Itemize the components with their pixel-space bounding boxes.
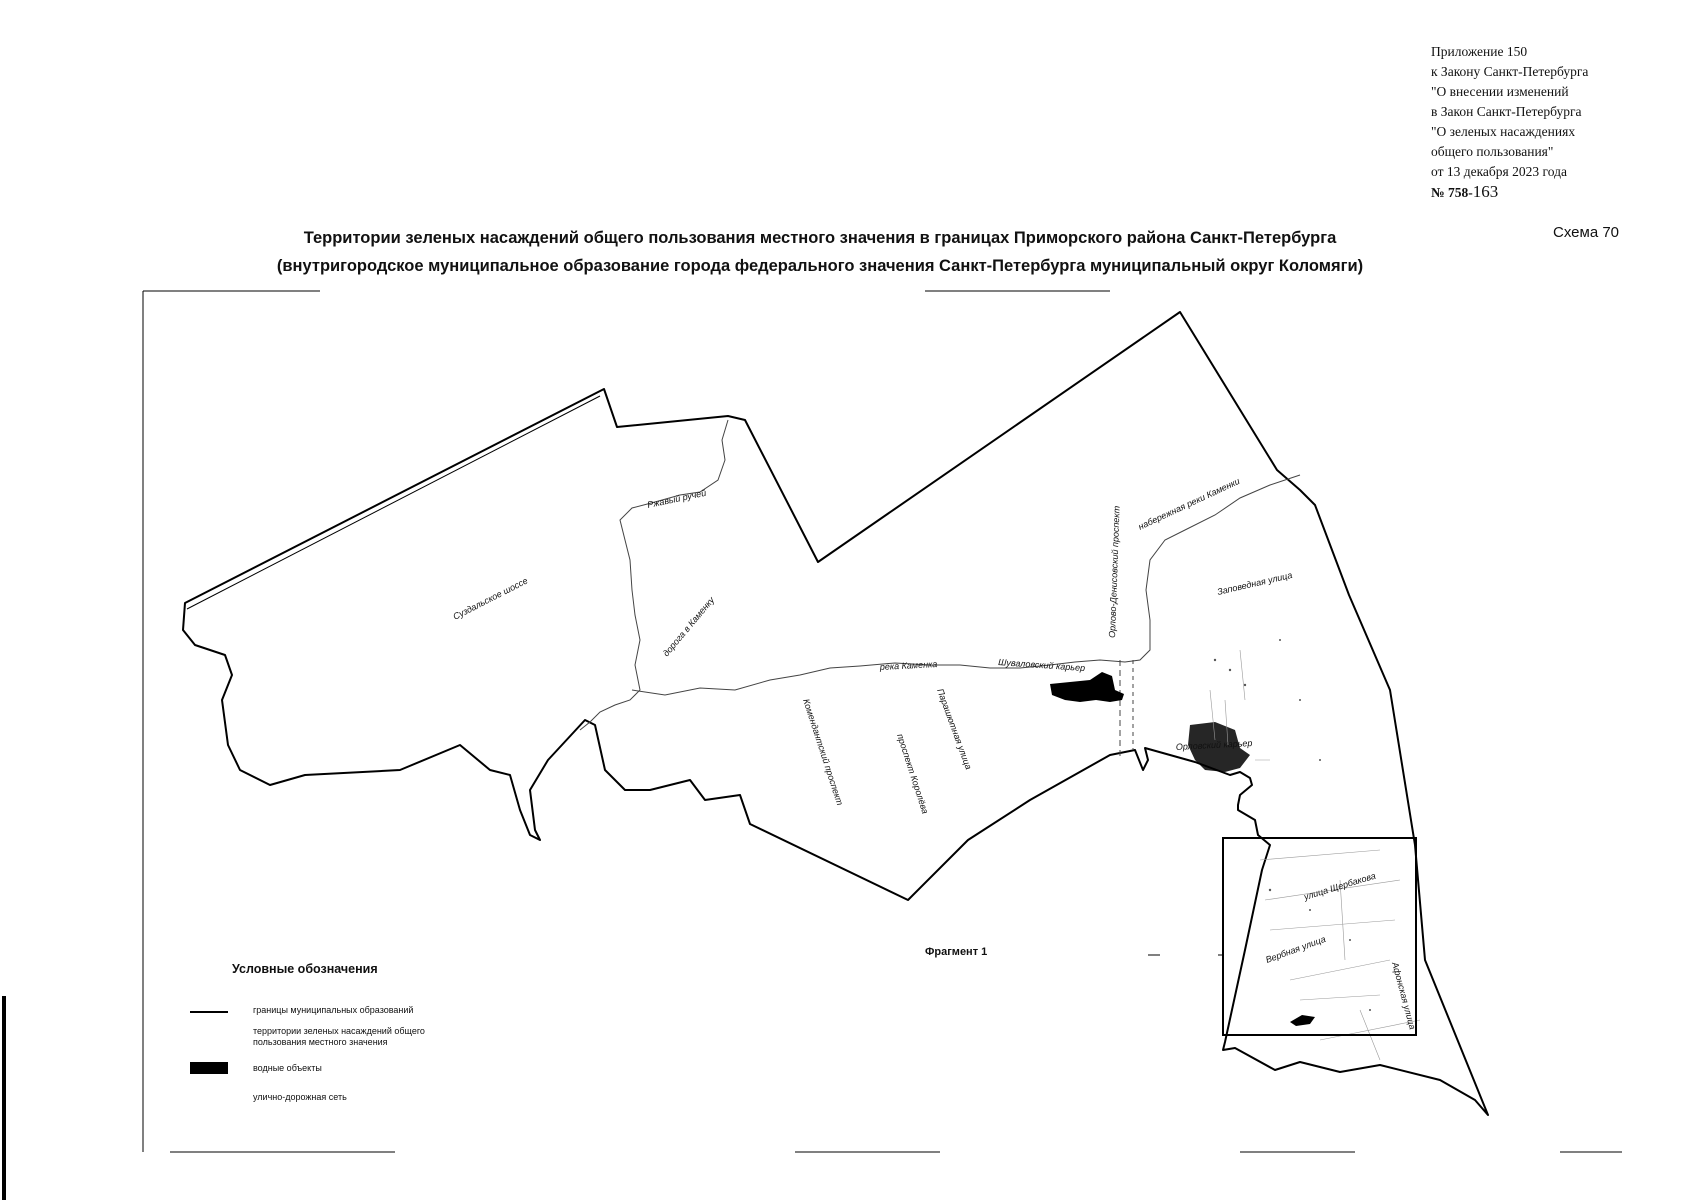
appendix-line: Приложение 150 bbox=[1431, 44, 1528, 59]
margin-bar bbox=[2, 996, 6, 1200]
dot bbox=[1299, 699, 1301, 701]
schema-label: Схема 70 bbox=[1553, 224, 1620, 241]
dot bbox=[1244, 684, 1246, 686]
appendix-line: общего пользования" bbox=[1431, 144, 1554, 159]
label-rzhavy: Ржавый ручей bbox=[646, 487, 708, 510]
label-shuvalovsky: Шуваловский карьер bbox=[997, 657, 1086, 674]
suzdal-highway bbox=[187, 396, 600, 609]
map-frame bbox=[143, 291, 1622, 1152]
street-network bbox=[1210, 650, 1420, 1060]
appendix-line: к Закону Санкт-Петербурга bbox=[1431, 64, 1589, 79]
dot bbox=[1369, 1009, 1371, 1011]
label-korolyova: проспект Королёва bbox=[895, 732, 931, 816]
number-value: 163 bbox=[1472, 182, 1499, 201]
label-zapovednaya: Заповедная улица bbox=[1216, 569, 1294, 597]
dot bbox=[1349, 939, 1351, 941]
dot bbox=[1319, 759, 1321, 761]
label-orlovo: Орлово-Денисовский проспект bbox=[1107, 505, 1122, 639]
legend-water: водные объекты bbox=[253, 1063, 322, 1073]
appendix-line: "О внесении изменений bbox=[1431, 84, 1569, 99]
fragment-label: Фрагмент 1 bbox=[925, 946, 988, 958]
water-bodies bbox=[1050, 672, 1315, 1026]
legend-green-line-2: пользования местного значения bbox=[253, 1037, 388, 1047]
label-doroga: дорога в Каменку bbox=[660, 594, 717, 659]
dot bbox=[1279, 639, 1281, 641]
water-lines bbox=[580, 420, 1300, 760]
label-suzdal: Суздальское шоссе bbox=[451, 575, 530, 622]
legend-boundaries: границы муниципальных образований bbox=[253, 1005, 414, 1015]
municipal-boundary bbox=[183, 312, 1488, 1115]
dot bbox=[1309, 909, 1311, 911]
shuvalovsky-quarry bbox=[1050, 672, 1124, 702]
dot bbox=[1214, 659, 1216, 661]
appendix-line: "О зеленых насаждениях bbox=[1431, 124, 1576, 139]
street-line bbox=[1210, 650, 1420, 1060]
pond bbox=[1290, 1015, 1315, 1026]
label-kamenka: река Каменка bbox=[879, 659, 938, 672]
kamenka-river bbox=[632, 475, 1300, 695]
legend-boundary-swatch bbox=[190, 1011, 228, 1013]
label-parashyutnaya: Парашютная улица bbox=[935, 687, 974, 771]
legend-green bbox=[253, 1026, 425, 1048]
title-line-1: Территории зеленых насаждений общего пользования местного значения в границах Приморского района Санкт-Петербурга bbox=[303, 229, 1337, 247]
dot bbox=[1229, 669, 1231, 671]
label-naberezhnaya: набережная реки Каменки bbox=[1136, 475, 1242, 532]
label-orlovsky: Орловский карьер bbox=[1175, 737, 1253, 752]
rzhavy-stream bbox=[580, 420, 728, 730]
legend-roads: улично-дорожная сеть bbox=[253, 1092, 347, 1102]
label-shcherbakova: улица Щербакова bbox=[1302, 870, 1377, 902]
label-komendantsky: Комендантский проспект bbox=[801, 697, 846, 807]
legend-green-line-1: территории зеленых насаждений общего bbox=[253, 1026, 425, 1036]
number-prefix: № 758- bbox=[1431, 185, 1473, 200]
label-verbnaya: Вербная улица bbox=[1264, 933, 1327, 965]
legend-title: Условные обозначения bbox=[232, 962, 378, 976]
title-line-2: (внутригородское муниципальное образование города федерального значения Санкт-Петербурга муниципальный округ Коломяги) bbox=[276, 257, 1364, 275]
legend-water-swatch bbox=[190, 1062, 228, 1074]
appendix-line: от 13 декабря 2023 года bbox=[1431, 164, 1567, 179]
label-afonskaya: Афонская улица bbox=[1390, 960, 1418, 1031]
dot bbox=[1269, 889, 1271, 891]
appendix-line: в Закон Санкт-Петербурга bbox=[1431, 104, 1582, 119]
